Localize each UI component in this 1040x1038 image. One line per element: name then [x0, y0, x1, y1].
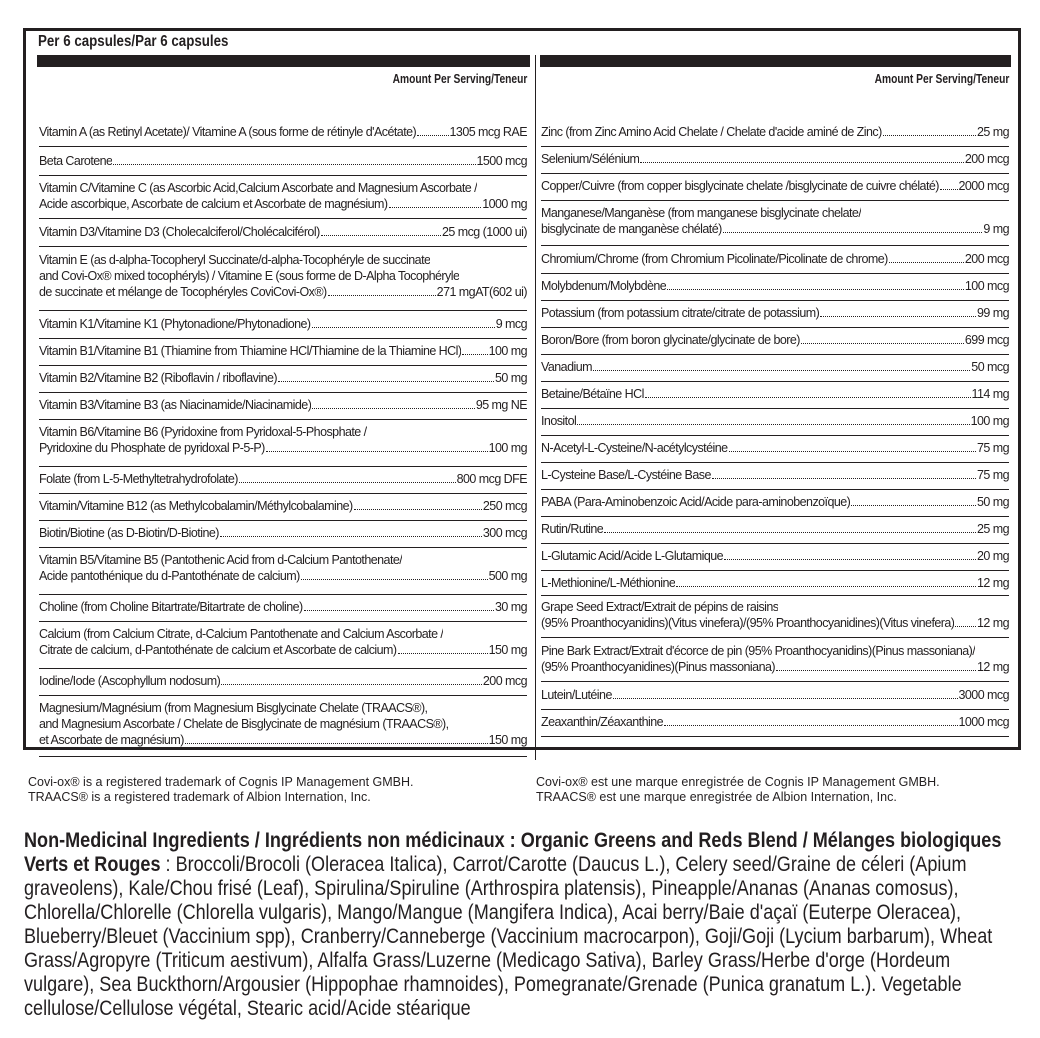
nutrient-name: Rutin/Rutine — [541, 522, 604, 536]
leader-dots — [577, 424, 969, 425]
nutrient-name: Citrate de calcium, d-Pantothénate de calcium et Ascorbate de calcium) — [39, 643, 397, 657]
nutrient-row — [541, 124, 1009, 147]
nutrient-name: PABA (Para-Aminobenzoic Acid/Acide para-aminobenzoïque) — [541, 495, 851, 509]
nutrient-amount: 800 mcg DFE — [456, 472, 527, 486]
nutrient-amount: 9 mcg — [495, 317, 527, 331]
nutrient-row — [541, 178, 1009, 201]
nutrient-amount: 500 mg — [488, 569, 527, 583]
nutrient-row — [541, 548, 1009, 571]
nutrient-line — [39, 424, 527, 440]
nutrient-amount: 150 mg — [488, 643, 527, 657]
nutrient-name: Vitamin B6/Vitamine B6 (Pyridoxine from Pyridoxal-5-Phosphate / — [39, 425, 367, 439]
nutrient-name: de succinate et mélange de Tocophéryles CoviCovi-Ox®) — [39, 285, 327, 299]
nutrient-amount: 150 mg — [488, 733, 527, 747]
nutrient-line — [541, 124, 1009, 140]
nutrient-amount: 271 mgAT(602 ui) — [436, 285, 527, 299]
nutrient-name: Chromium/Chrome (from Chromium Picolinate/Picolinate de chrome) — [541, 252, 888, 266]
nutrient-name: Acide pantothénique du d-Pantothénate de calcium) — [39, 569, 300, 583]
leader-dots — [724, 559, 976, 560]
nutrient-amount: 699 mcg — [964, 333, 1009, 347]
nutrient-name: Zeaxanthin/Zéaxanthine — [541, 715, 664, 729]
leader-dots — [389, 207, 482, 208]
nutrient-amount: 75 mg — [977, 441, 1009, 455]
nutrient-row — [541, 386, 1009, 409]
nutrient-name: Copper/Cuivre (from copper bisglycinate chelate /bisglycinate de cuivre chélaté) — [541, 179, 939, 193]
nutrient-amount: 200 mcg — [482, 674, 527, 688]
nutrient-name: Vitamin B5/Vitamine B5 (Pantothenic Acid from d-Calcium Pantothenate/ — [39, 553, 403, 567]
leader-dots — [776, 670, 976, 671]
nutrient-row — [39, 397, 527, 420]
nutrient-line — [39, 716, 527, 732]
nutrient-name: Vanadium — [541, 360, 592, 374]
nutrient-amount: 75 mg — [977, 468, 1009, 482]
nutrient-name: L-Cysteine Base/L-Cystéine Base — [541, 468, 711, 482]
nutrient-row — [39, 252, 527, 311]
nutrient-name: Molybdenum/Molybdène — [541, 279, 667, 293]
nutrient-name: bisglycinate de manganèse chélaté) — [541, 222, 722, 236]
nutrient-row — [39, 673, 527, 696]
nutrient-row — [541, 413, 1009, 436]
footnote-line: Covi-ox® est une marque enregistrée de Cognis IP Management GMBH. — [536, 775, 940, 789]
leader-dots — [676, 586, 976, 587]
non-medicinal-ingredients — [24, 829, 1024, 1021]
nutrient-row — [541, 305, 1009, 328]
nutrient-amount: 50 mg — [495, 371, 527, 385]
left-column — [39, 71, 527, 747]
nutrient-amount: 1500 mcg — [476, 154, 527, 168]
nutrient-line — [541, 687, 1009, 703]
nutrient-row — [39, 599, 527, 622]
nutrient-row — [39, 498, 527, 521]
nutrient-amount: 50 mcg — [971, 360, 1009, 374]
nutrient-name: Selenium/Sélénium — [541, 152, 640, 166]
nutrient-row — [541, 278, 1009, 301]
leader-dots — [604, 532, 976, 533]
nutrient-name: Folate (from L-5-Methyltetrahydrofolate) — [39, 472, 238, 486]
nutrient-line — [39, 153, 527, 169]
nutrient-row — [541, 494, 1009, 517]
nutrient-line — [39, 700, 527, 716]
nutrient-line — [39, 568, 527, 584]
nutrient-row — [541, 359, 1009, 382]
leader-dots — [645, 397, 971, 398]
nutrient-line — [541, 205, 1009, 221]
nutrient-line — [39, 124, 527, 140]
nutrient-row — [39, 370, 527, 393]
nutrient-row — [39, 343, 527, 366]
nutrient-row — [541, 599, 1009, 638]
nutrient-line — [39, 440, 527, 456]
leader-dots — [889, 262, 964, 263]
nutrient-row — [39, 552, 527, 595]
nutrient-line — [541, 221, 1009, 237]
leader-dots — [940, 189, 958, 190]
right-column-bar — [540, 55, 1011, 67]
nutrient-line — [541, 714, 1009, 730]
nutrient-line — [541, 575, 1009, 591]
nutrient-amount: 99 mg — [977, 306, 1009, 320]
nutrient-line — [541, 178, 1009, 194]
nutrient-amount: 100 mcg — [964, 279, 1009, 293]
panel-title: Per 6 capsules/Par 6 capsules — [38, 33, 229, 50]
nutrient-amount: 1305 mcg RAE — [449, 125, 527, 139]
nutrient-name: (95% Proanthocyanidines)(Pinus massoniana) — [541, 660, 775, 674]
nutrient-line — [541, 251, 1009, 267]
leader-dots — [278, 381, 494, 382]
nutrient-amount: 30 mg — [495, 600, 527, 614]
nutrient-amount: 100 mg — [488, 441, 527, 455]
leader-dots — [321, 235, 441, 236]
leader-dots — [417, 135, 448, 136]
nutrient-row — [541, 714, 1009, 737]
leader-dots — [304, 610, 494, 611]
nutrient-line — [541, 278, 1009, 294]
nutrient-amount: 250 mcg — [482, 499, 527, 513]
leader-dots — [801, 343, 964, 344]
nutrient-amount: 9 mg — [983, 222, 1009, 236]
nutrient-line — [39, 599, 527, 615]
nutrient-name: Betaine/Bétaïne HCl — [541, 387, 644, 401]
nutrient-amount: 95 mg NE — [475, 398, 527, 412]
nutrient-name: Vitamin C/Vitamine C (as Ascorbic Acid,Calcium Ascorbate and Magnesium Ascorbate / — [39, 181, 477, 195]
leader-dots — [239, 482, 456, 483]
nutrient-line — [541, 440, 1009, 456]
nutrient-name: Vitamin B1/Vitamine B1 (Thiamine from Thiamine HCl/Thiamine de la Thiamine HCl) — [39, 344, 462, 358]
nutrient-line — [39, 525, 527, 541]
leader-dots — [729, 451, 976, 452]
nutrient-name: Acide ascorbique, Ascorbate de calcium et Ascorbate de magnésium) — [39, 197, 388, 211]
nutrient-line — [541, 151, 1009, 167]
nutrient-line — [39, 268, 527, 284]
leader-dots — [593, 370, 970, 371]
nutrient-row — [541, 575, 1009, 596]
nutrient-name: Calcium (from Calcium Citrate, d-Calcium Pantothenate and Calcium Ascorbate / — [39, 627, 444, 641]
nutrient-line — [541, 643, 1009, 659]
nutrient-row — [541, 440, 1009, 463]
leader-dots — [113, 164, 475, 165]
nutrient-amount: 12 mg — [977, 616, 1009, 630]
nutrient-name: Lutein/Lutéine — [541, 688, 612, 702]
leader-dots — [221, 684, 482, 685]
nutrient-name: Grape Seed Extract/Extrait de pépins de raisins — [541, 600, 779, 614]
nutrient-line — [39, 180, 527, 196]
nutrient-amount: 25 mcg (1000 ui) — [442, 225, 527, 239]
nutrient-amount: 200 mcg — [964, 152, 1009, 166]
nutrient-line — [39, 196, 527, 212]
nutrient-name: Potassium (from potassium citrate/citrate de potassium) — [541, 306, 820, 320]
nutrient-line — [39, 642, 527, 658]
nutrient-name: Vitamin K1/Vitamine K1 (Phytonadione/Phytonadione) — [39, 317, 311, 331]
ingredients-heading: Non-Medicinal Ingredients / Ingrédients non médicinaux : Organic Greens and Reds Blend / Mélanges biologiques Verts et Rouges — [24, 829, 1002, 876]
leader-dots — [185, 743, 488, 744]
nutrient-row — [39, 700, 527, 757]
leader-dots — [820, 316, 976, 317]
nutrient-line — [39, 316, 527, 332]
nutrient-line — [39, 552, 527, 568]
nutrient-amount: 20 mg — [977, 549, 1009, 563]
nutrient-line — [39, 370, 527, 386]
nutrient-amount: 1000 mcg — [958, 715, 1009, 729]
leader-dots — [712, 478, 976, 479]
nutrient-line — [39, 732, 527, 748]
nutrient-row — [39, 525, 527, 548]
leader-dots — [613, 698, 958, 699]
footnotes-french — [536, 775, 940, 805]
nutrient-amount: 12 mg — [977, 660, 1009, 674]
leader-dots — [667, 289, 964, 290]
nutrient-amount: 114 mg — [971, 387, 1009, 401]
leader-dots — [664, 725, 957, 726]
leader-dots — [312, 408, 474, 409]
nutrient-line — [541, 332, 1009, 348]
leader-dots — [266, 451, 488, 452]
leader-dots — [851, 505, 976, 506]
supplement-facts-panel — [23, 28, 1021, 750]
nutrient-line — [541, 599, 1009, 615]
nutrient-row — [39, 180, 527, 219]
nutrient-line — [541, 494, 1009, 510]
leader-dots — [883, 135, 976, 136]
nutrient-amount: 25 mg — [977, 125, 1009, 139]
right-column — [541, 71, 1009, 729]
nutrient-row — [39, 424, 527, 467]
leader-dots — [301, 579, 488, 580]
column-divider — [535, 55, 536, 760]
leader-dots — [640, 162, 964, 163]
nutrient-row — [39, 224, 527, 247]
leader-dots — [398, 653, 488, 654]
nutrient-name: Biotin/Biotine (as D-Biotin/D-Biotine) — [39, 526, 219, 540]
nutrient-row — [541, 205, 1009, 246]
leader-dots — [354, 509, 482, 510]
nutrient-name: and Magnesium Ascorbate / Chelate de Bisglycinate de magnésium (TRAACS®), — [39, 717, 449, 731]
nutrient-name: Pyridoxine du Phosphate de pyridoxal P-5-P) — [39, 441, 265, 455]
nutrient-line — [39, 673, 527, 689]
nutrient-name: Vitamin B3/Vitamine B3 (as Niacinamide/Niacinamide) — [39, 398, 312, 412]
leader-dots — [220, 536, 482, 537]
nutrient-name: Pine Bark Extract/Extrait d'écorce de pin (95% Proanthocyanidins)(Pinus massoniana)/ — [541, 644, 976, 658]
nutrient-line — [39, 224, 527, 240]
nutrient-name: Beta Carotene — [39, 154, 113, 168]
nutrient-row — [541, 251, 1009, 274]
nutrient-name: and Covi-Ox® mixed tocophéryls) / Vitamine E (sous forme de D-Alpha Tocophéryle — [39, 269, 460, 283]
nutrient-line — [39, 252, 527, 268]
nutrient-name: Vitamin D3/Vitamine D3 (Cholecalciferol/Cholécalciférol) — [39, 225, 320, 239]
left-column-bar — [37, 55, 530, 67]
nutrient-line — [541, 386, 1009, 402]
nutrient-amount: 100 mg — [488, 344, 527, 358]
nutrient-row — [541, 643, 1009, 682]
nutrient-amount: 100 mg — [970, 414, 1009, 428]
nutrient-amount: 200 mcg — [964, 252, 1009, 266]
nutrient-row — [541, 521, 1009, 544]
nutrient-name: Magnesium/Magnésium (from Magnesium Bisglycinate Chelate (TRAACS®), — [39, 701, 428, 715]
nutrient-name: Manganese/Manganèse (from manganese bisglycinate chelate/ — [541, 206, 862, 220]
nutrient-name: et Ascorbate de magnésium) — [39, 733, 184, 747]
nutrient-row — [39, 153, 527, 176]
footnote-line: TRAACS® is a registered trademark of Albion Internation, Inc. — [28, 790, 371, 804]
nutrient-amount: 1000 mg — [482, 197, 527, 211]
nutrient-row — [39, 471, 527, 494]
nutrient-row — [39, 626, 527, 669]
nutrient-line — [541, 659, 1009, 675]
nutrient-amount: 50 mg — [977, 495, 1009, 509]
nutrient-name: Vitamin/Vitamine B12 (as Methylcobalamin/Méthylcobalamine) — [39, 499, 353, 513]
nutrient-row — [541, 687, 1009, 710]
nutrient-line — [541, 359, 1009, 375]
nutrient-line — [39, 343, 527, 359]
nutrient-name: Inositol — [541, 414, 577, 428]
ingredients-text: : Broccoli/Brocoli (Oleracea Italica), Carrot/Carotte (Daucus L.), Celery seed/Graine de céleri (Apium graveolens), Kale/Chou frisé (Leaf), Spirulina/Spiruline (Arthrospira platensis), Pineapple/Ananas (Ananas comosus), Chlorella/Chlorelle (Chlorella vulgaris), Mango/Mangue (Mangifera Indica), Acai berry/Baie d'açaï (Euterpe Oleracea), Blueberry/Bleuet (Vaccinium spp), Cranberry/Canneberge (Vaccinium macrocarpon), Goji/Goji (Lycium barbarum), Wheat Grass/Agropyre (Triticum aestivum), Alfalfa Grass/Luzerne (Medicago Sativa), Barley Grass/Herbe d'orge (Hordeum vulgare), Sea Buckthorn/Argousier (Hippophae rhamnoides), Pomegranate/Grenade (Punica granatum L.). Vegetable cellulose/Cellulose végétal, Stearic acid/Acide stéarique — [24, 853, 993, 1020]
nutrient-line — [541, 467, 1009, 483]
nutrient-name: Iodine/Iode (Ascophyllum nodosum) — [39, 674, 221, 688]
nutrient-amount: 25 mg — [977, 522, 1009, 536]
nutrient-line — [541, 548, 1009, 564]
nutrient-line — [39, 284, 527, 300]
footnote-line: Covi-ox® is a registered trademark of Cognis IP Management GMBH. — [28, 775, 414, 789]
leader-dots — [955, 626, 976, 627]
nutrient-amount: 12 mg — [977, 576, 1009, 590]
nutrient-name: Vitamin B2/Vitamine B2 (Riboflavin / riboflavine) — [39, 371, 277, 385]
nutrient-row — [541, 151, 1009, 174]
nutrient-amount: 2000 mcg — [958, 179, 1009, 193]
nutrient-line — [541, 305, 1009, 321]
nutrient-line — [541, 521, 1009, 537]
footnote-line: TRAACS® est une marque enregistrée de Albion Internation, Inc. — [536, 790, 897, 804]
nutrient-line — [39, 397, 527, 413]
nutrient-amount: 300 mcg — [482, 526, 527, 540]
amount-header-left: Amount Per Serving/Teneur — [392, 72, 527, 86]
nutrient-name: Vitamin A (as Retinyl Acetate)/ Vitamine A (sous forme de rétinyle d'Acétate) — [39, 125, 417, 139]
nutrient-name: Vitamin E (as d-alpha-Tocopheryl Succinate/d-alpha-Tocophéryle de succinate — [39, 253, 431, 267]
nutrient-name: Choline (from Choline Bitartrate/Bitartrate de choline) — [39, 600, 303, 614]
nutrient-name: N-Acetyl-L-Cysteine/N-acétylcystéine — [541, 441, 728, 455]
nutrient-line — [541, 615, 1009, 631]
leader-dots — [462, 354, 487, 355]
nutrient-name: Boron/Bore (from boron glycinate/glycinate de bore) — [541, 333, 800, 347]
nutrient-name: Zinc (from Zinc Amino Acid Chelate / Chelate d'acide aminé de Zinc) — [541, 125, 882, 139]
nutrient-row — [39, 124, 527, 147]
nutrient-name: L-Methionine/L-Méthionine — [541, 576, 676, 590]
nutrient-name: (95% Proanthocyanidins)(Vitus vinefera)/(95% Proanthocyanidines)(Vitus vinefera) — [541, 616, 955, 630]
nutrient-amount: 3000 mcg — [958, 688, 1009, 702]
leader-dots — [723, 232, 983, 233]
nutrient-row — [39, 316, 527, 339]
nutrient-line — [39, 626, 527, 642]
nutrient-row — [541, 332, 1009, 355]
footnotes-english — [28, 775, 414, 805]
leader-dots — [312, 327, 495, 328]
nutrient-line — [541, 413, 1009, 429]
nutrient-line — [39, 498, 527, 514]
nutrient-name: L-Glutamic Acid/Acide L-Glutamique — [541, 549, 724, 563]
leader-dots — [328, 295, 436, 296]
nutrient-row — [541, 467, 1009, 490]
nutrient-line — [39, 471, 527, 487]
amount-header-right: Amount Per Serving/Teneur — [874, 72, 1009, 86]
